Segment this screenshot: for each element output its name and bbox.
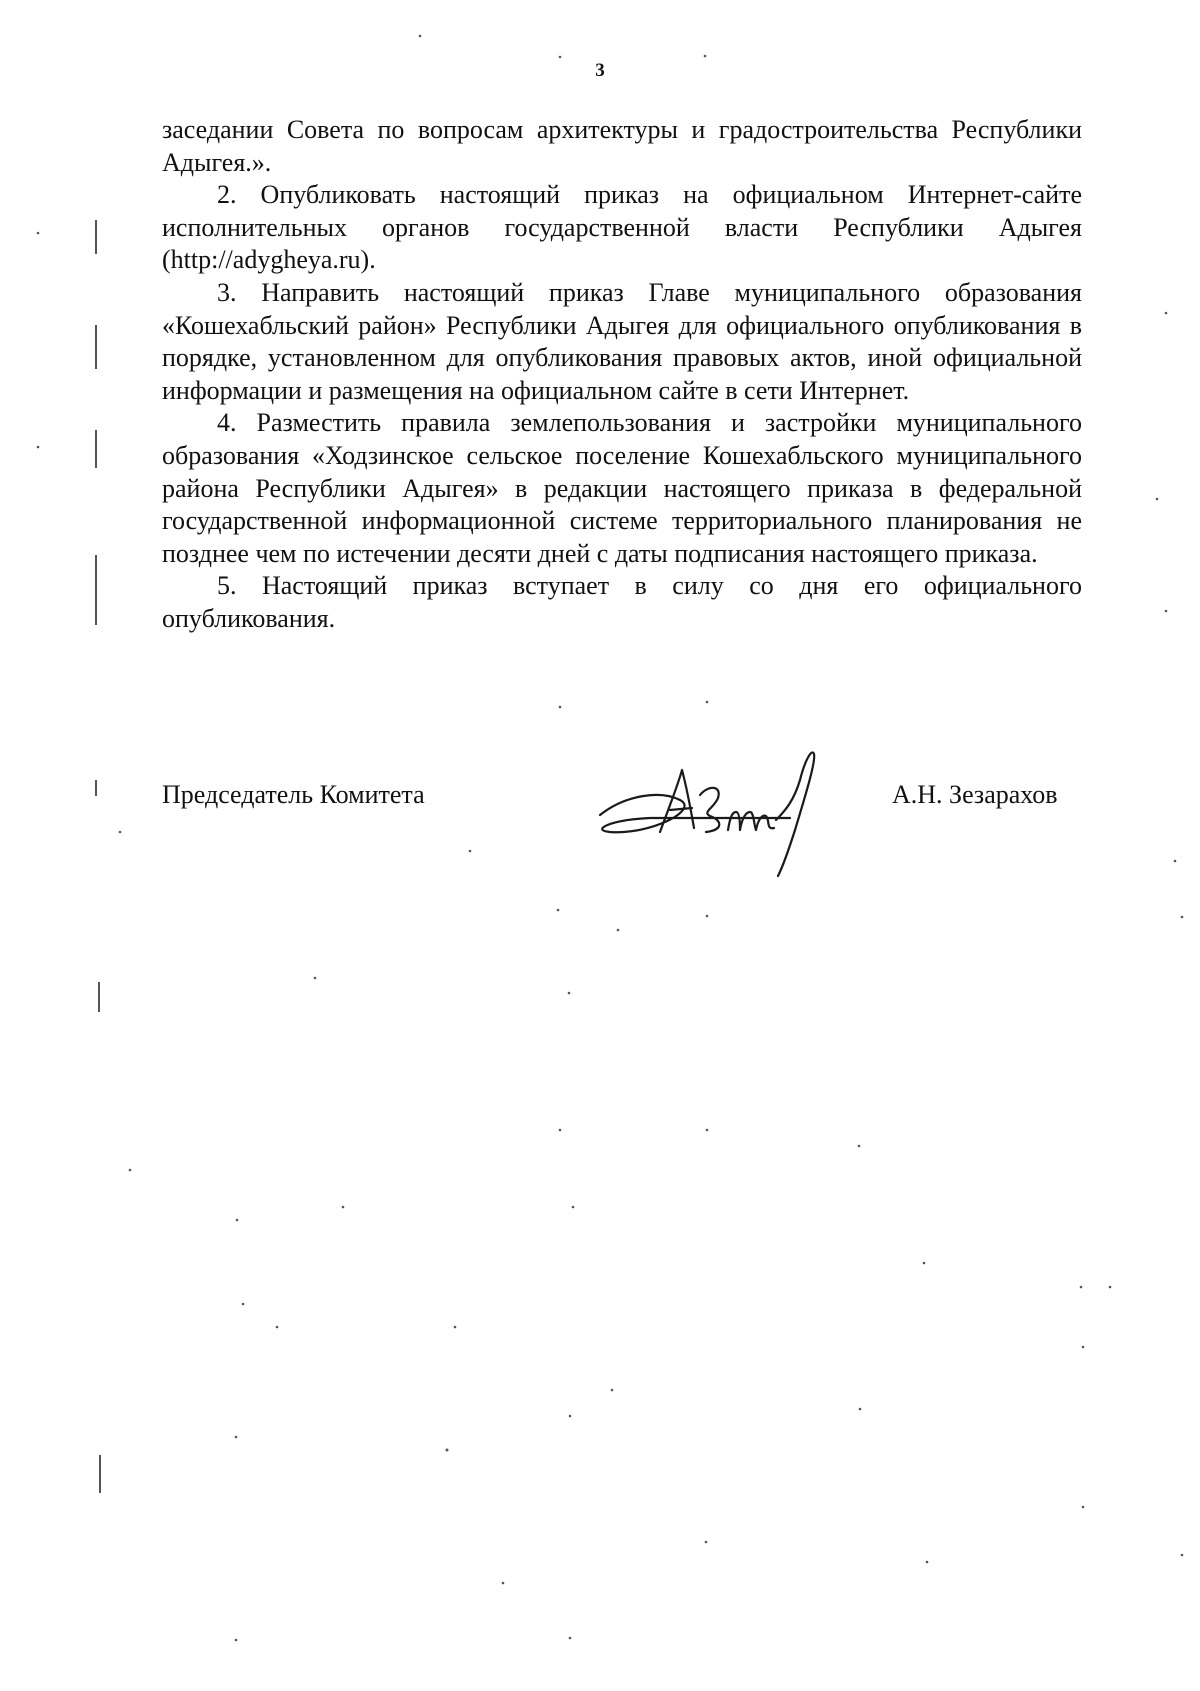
paragraph-item-3: 3. Направить настоящий приказ Главе муниципального образования «Кошехабльский район» Республики Адыгея для официального опубликования в порядке, установленном для опубликования правовых актов, иной официальной информации и размещения на официальном сайте в сети Интернет. [162, 277, 1082, 405]
handwritten-signature [590, 740, 840, 880]
document-body [162, 114, 1082, 636]
page-number: 3 [595, 60, 605, 81]
signatory-title: Председатель Комитета [162, 780, 425, 809]
signatory-name: А.Н. Зезарахов [892, 780, 1058, 809]
paragraph-item-5: 5. Настоящий приказ вступает в силу со дня его официального опубликования. [162, 571, 1082, 633]
paragraph-item-2: 2. Опубликовать настоящий приказ на официальном Интернет-сайте исполнительных органов государственной власти Республики Адыгея (http://adygheya.ru). [162, 180, 1082, 275]
paragraph-item-4: 4. Разместить правила землепользования и застройки муниципального образования «Ходзинское сельское поселение Кошехабльского муниципального района Республики Адыгея» в редакции настоящего приказа в федеральной государственной информационной системе территориального планирования не позднее чем по истечении десяти дней с даты подписания настоящего приказа. [162, 408, 1082, 568]
paragraph-continuation: заседании Совета по вопросам архитектуры и градостроительства Республики Адыгея.». [162, 115, 1082, 177]
